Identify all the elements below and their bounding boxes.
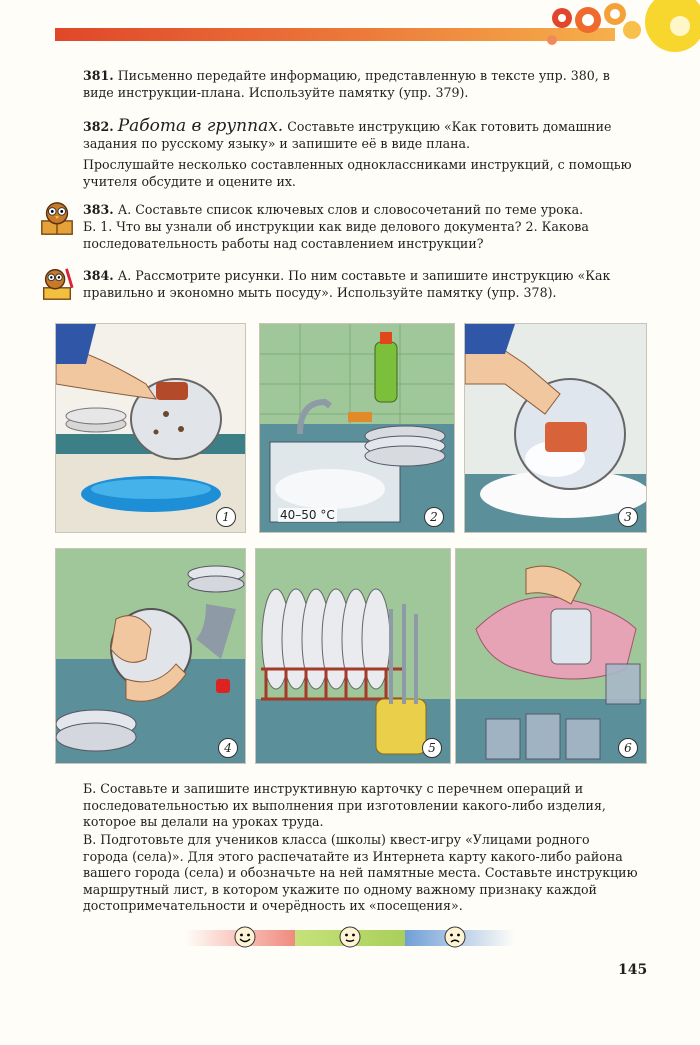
exercise-text: Прослушайте несколько составленных одноклассниками инструкций, с помощью учителя обсудите и оцените их. (83, 157, 632, 189)
exercise-text-a: А. Составьте список ключевых слов и словосочетаний по теме урока. (117, 202, 584, 217)
exercise-384-c (83, 832, 638, 915)
group-work-heading: Работа в группах. (117, 116, 284, 136)
illustration-panel-6 (455, 548, 647, 764)
exercise-text: Составьте инструкцию «Как готовить домашние задания по русскому языку» и запишите её в виде плана. (83, 119, 612, 151)
exercise-382 (83, 118, 638, 152)
smile-face-icon (338, 925, 362, 949)
illustration-panel-1 (55, 323, 246, 533)
header-circles-decoration (540, 0, 700, 60)
panel-number: 5 (422, 738, 442, 758)
panel-number: 1 (216, 507, 236, 527)
exercise-382-part2 (83, 157, 638, 190)
owl-pencil-icon (38, 265, 76, 303)
exercise-text-c: В. Подготовьте для учеников класса (школы) квест-игру «Улицами родного города (села)». Для этого распечатайте из Интернета карту какого-либо района вашего города (села) и обозначьте на ней памятные места. Составьте инструкцию маршрутный лист, в котором укажите по одному важному признаку каждой достопримечательности и очерёдность их «посещения». (83, 832, 638, 913)
panel-number: 2 (424, 507, 444, 527)
illustration-panel-5 (255, 548, 451, 764)
panel-number: 6 (618, 738, 638, 758)
panel-number: 3 (618, 507, 638, 527)
exercise-text-b: Б. Составьте и запишите инструктивную карточку с перечнем операций и последовательностью их выполнения при изготовлении какого-либо изделия, которое вы делали на уроках труда. (83, 781, 606, 829)
exercise-383-b (83, 219, 638, 252)
illustration-panel-2 (259, 323, 455, 533)
exercise-381 (83, 68, 638, 101)
exercise-text-b: Б. 1. Что вы узнали об инструкции как виде делового документа? 2. Какова последовательность работы над составлением инструкции? (83, 219, 589, 251)
illustration-panel-4 (55, 548, 246, 764)
happy-face-icon (233, 925, 257, 949)
page-number: 145 (618, 962, 648, 978)
owl-book-icon (38, 200, 76, 238)
exercise-text-a: А. Рассмотрите рисунки. По ним составьте и запишите инструкцию «Как правильно и экономно мыть посуду». Используйте памятку (упр. 378). (83, 268, 611, 300)
sad-face-icon (443, 925, 467, 949)
header-stripe (55, 28, 615, 41)
exercise-number: 383. (83, 202, 114, 217)
panel-number: 4 (218, 738, 238, 758)
exercise-number: 382. (83, 119, 114, 134)
water-temperature-label: 40–50 °С (280, 508, 335, 522)
exercise-text: Письменно передайте информацию, представленную в тексте упр. 380, в виде инструкции-плана. Используйте памятку (упр. 379). (83, 68, 610, 100)
exercise-number: 381. (83, 68, 114, 83)
footer-decoration (185, 930, 515, 946)
exercise-384 (83, 268, 638, 301)
exercise-number: 384. (83, 268, 114, 283)
exercise-384-b (83, 781, 638, 831)
exercise-383 (83, 202, 638, 219)
illustration-panel-3 (464, 323, 647, 533)
